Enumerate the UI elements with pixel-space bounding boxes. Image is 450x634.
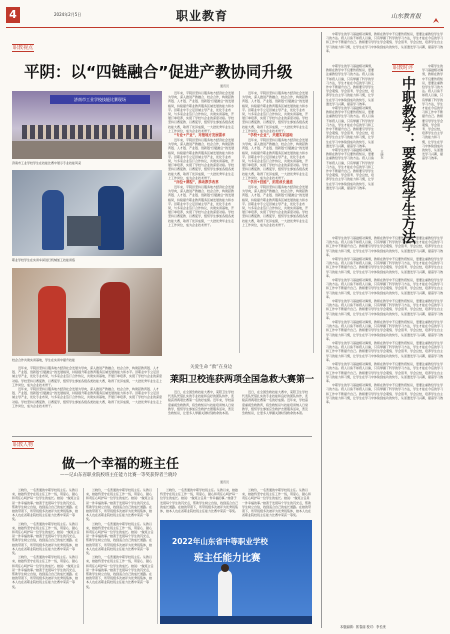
stage-banner: 济南市工业学校技能比赛现场	[50, 95, 150, 104]
column-body-right: 中职学生的学习基础相对薄弱，教师在教学中不仅要传授知识，更要注重教给学生学习的方法。授人以鱼不如授人以渔，只有掌握了科学的学习方法，学生才能在今后的学习和工作中不断提升自己。教师要引导学生学会观察、学会思考、学会总结，培养学生自主学习的能力和习惯，让学生在学习中体验到成功的快乐，从而激发学习兴趣，提高学习效率。	[422, 64, 444, 161]
lead-photo-workshop	[12, 170, 162, 256]
worker-figure-right	[98, 186, 124, 250]
machine-block	[67, 216, 101, 246]
section-title: 职业教育	[176, 9, 229, 23]
lead-photo-stage	[12, 91, 162, 159]
second-body-col-1: 近日，在全国急救技能大赛中，莱阳卫生学校代表队凭借扎实的专业技能和良好的团队协作，连续获得两项比赛第一名的好成绩。近年来，学校高度重视急救教育，将急救知识与技能培训纳入日常教学，组织学生参加应急救护志愿服务活动，普及急救知识，让更多人掌握关键时刻救命的本领。	[168, 390, 235, 416]
third-body-col-1: 兰晓玲，一名普通的中职学校班主任。从教以来，她始终坚守在班主任工作一线，用爱心、耐心和责任心呵护每一位学生的成长。她说：“做班主任是一件幸福的事。”她善于发现每个学生的闪光点，帮助学生树立自信，找到适合自己的成长道路。在她的带领下，所带班级多次被评为优秀班集体，她本人也在省职业院校班主任能力比赛中荣获一等奖。 兰晓玲，一名普通的中职学校班主任。从教以来，她始终坚守在班主任工作一线，用爱心、耐心和责任心呵护每一位学生的成长。她说：“做班主任是一件幸福的事。”她善于发现每个学生的闪光点，帮助学生树立自信，找到适合自己的成长道路。在她的带领下，所带班级多次被评为优秀班集体，她本人也在省职业院校班主任能力比赛中荣获一等奖。 兰晓玲，一名普通的中职学校班主任。从教以来，她始终坚守在班主任工作一线，用爱心、耐心和责任心呵护每一位学生的成长。她说：“做班主任是一件幸福的事。”她善于发现每个学生的闪光点，帮助学生树立自信，找到适合自己的成长道路。在她的带领下，所带班级多次被评为优秀班集体，她本人也在省职业院校班主任能力比赛中荣获一等奖。	[12, 488, 80, 589]
right-column-top-text: 中职学生的学习基础相对薄弱，教师在教学中不仅要传授知识，更要注重教给学生学习的方法。授人以鱼不如授人以渔，只有掌握了科学的学习方法，学生才能在今后的学习和工作中不断提升自己。教师要引导学生学会观察、学会思考、学会总结，培养学生自主学习的能力和习惯，让学生在学习中体验到成功的快乐，从而激发学习兴趣，提高学习效率。	[326, 32, 444, 53]
lead-body-col-1: 近年来，平阴县坚持以服务地方经济社会发展为导向，深入推进产教融合、校企合作，构建起教育链、人才链、产业链、创新链“四链融合”的发展格局，持续提升职业教育服务区域发展的能力和水平。县职业中专立足县域主导产业，优化专业布局，与多家企业签订合作协议，共建实训基地，开展订单培养，实现了学校与企业的深度对接。学校坚持以赛促教、以赛促学，组织学生参加各级各类技能大赛，取得了优异成绩，一大批优秀毕业生走上工作岗位，成为企业技术骨干。 “专业+产业”，对接地方发展需求 近年来，平阴县坚持以服务地方经济社会发展为导向，深入推进产教融合、校企合作，构建起教育链、人才链、产业链、创新链“四链融合”的发展格局，持续提升职业教育服务区域发展的能力和水平。县职业中专立足县域主导产业，优化专业布局，与多家企业签订合作协议，共建实训基地，开展订单培养，实现了学校与企业的深度对接。学校坚持以赛促教、以赛促学，组织学生参加各级各类技能大赛，取得了优异成绩，一大批优秀毕业生走上工作岗位，成为企业技术骨干。 “岗位+课程”，推动教学改革 近年来，平阴县坚持以服务地方经济社会发展为导向，深入推进产教融合、校企合作，构建起教育链、人才链、产业链、创新链“四链融合”的发展格局，持续提升职业教育服务区域发展的能力和水平。县职业中专立足县域主导产业，优化专业布局，与多家企业签订合作协议，共建实训基地，开展订单培养，实现了学校与企业的深度对接。学校坚持以赛促教、以赛促学，组织学生参加各级各类技能大赛，取得了优异成绩，一大批优秀毕业生走上工作岗位，成为企业技术骨干。	[168, 91, 235, 227]
column-byline: 王晓东	[380, 150, 384, 159]
page-header	[6, 6, 444, 28]
third-kicker: 职教人物	[13, 442, 34, 448]
section-rule	[12, 436, 312, 437]
stage-floor	[160, 616, 312, 624]
page-footer-editor: 本版编辑：郭春丽 校对：李长庚	[340, 625, 386, 629]
audience-row	[22, 125, 152, 139]
speaker-head	[221, 564, 229, 572]
equipment-block	[68, 318, 100, 352]
lead-body-col-4: 近年来，平阴县坚持以服务地方经济社会发展为导向，深入推进产教融合、校企合作，构建起教育链、人才链、产业链、创新链“四链融合”的发展格局，持续提升职业教育服务区域发展的能力和水平。县职业中专立足县域主导产业，优化专业布局，与多家企业签订合作协议，共建实训基地，开展订单培养，实现了学校与企业的深度对接。学校坚持以赛促教、以赛促学，组织学生参加各级各类技能大赛，取得了优异成绩，一大批优秀毕业生走上工作岗位，成为企业技术骨干。 近年来，平阴县坚持以服务地方经济社会发展为导向，深入推进产教融合、校企合作，构建起教育链、人才链、产业链、创新链“四链融合”的发展格局，持续提升职业教育服务区域发展的能力和水平。县职业中专立足县域主导产业，优化专业布局，与多家企业签订合作协议，共建实训基地，开展订单培养，实现了学校与企业的深度对接。学校坚持以赛促教、以赛促学，组织学生参加各级各类技能大赛，取得了优异成绩，一大批优秀毕业生走上工作岗位，成为企业技术骨干。	[12, 366, 162, 408]
teacher-figure	[100, 282, 130, 354]
second-title: 莱阳卫校连获两项全国急救大赛第一	[170, 375, 315, 385]
lead-kicker: 职教视点	[13, 45, 34, 51]
third-title: 做一个幸福的班主任	[62, 457, 180, 472]
third-body-col-4: 兰晓玲，一名普通的中职学校班主任。从教以来，她始终坚守在班主任工作一线，用爱心、耐心和责任心呵护每一位学生的成长。她说：“做班主任是一件幸福的事。”她善于发现每个学生的闪光点，帮助学生树立自信，找到适合自己的成长道路。在她的带领下，所带班级多次被评为优秀班集体，她本人也在省职业院校班主任能力比赛中荣获一等奖。	[242, 488, 312, 518]
brand-mark-icon	[432, 10, 440, 18]
worker-figure-left	[42, 190, 64, 250]
col-divider	[83, 488, 84, 624]
third-subtitle: ——记山东省职业院校班主任能力比赛一等奖获得者兰晓玲	[60, 473, 177, 478]
right-column-divider	[321, 32, 322, 628]
third-byline: 通讯员	[220, 480, 230, 484]
lead-photo2-caption: 职业学校学生在实训车间进行机械加工技能训练	[12, 258, 76, 262]
lead-photo-training	[12, 268, 162, 356]
stage-floor	[12, 141, 162, 159]
lead-photo3-caption: 校企合作共建实训基地，学生在实训中提升技能	[12, 358, 76, 362]
student-figure	[38, 286, 66, 354]
issue-date: 2024年2月5日	[54, 12, 82, 17]
column-body-narrow: 中职学生的学习基础相对薄弱，教师在教学中不仅要传授知识，更要注重教给学生学习的方法。授人以鱼不如授人以渔，只有掌握了科学的学习方法，学生才能在今后的学习和工作中不断提升自己。教师要引导学生学会观察、学会思考、学会总结，培养学生自主学习的能力和习惯，让学生在学习中体验到成功的快乐，从而激发学习兴趣，提高学习效率。 中职学生的学习基础相对薄弱，教师在教学中不仅要传授知识，更要注重教给学生学习的方法。授人以鱼不如授人以渔，只有掌握了科学的学习方法，学生才能在今后的学习和工作中不断提升自己。教师要引导学生学会观察、学会思考、学会总结，培养学生自主学习的能力和习惯，让学生在学习中体验到成功的快乐，从而激发学习兴趣，提高学习效率。 中职学生的学习基础相对薄弱，教师在教学中不仅要传授知识，更要注重教给学生学习的方法。授人以鱼不如授人以渔，只有掌握了科学的学习方法，学生才能在今后的学习和工作中不断提升自己。教师要引导学生学会观察、学会思考、学会总结，培养学生自主学习的能力和习惯，让学生在学习中体验到成功的快乐，从而激发学习兴趣，提高学习效率。	[326, 64, 374, 190]
lead-photo1-caption: 济南市工业学校学生在技能比赛中展示专业技能风采	[12, 161, 82, 165]
third-body-col-2: 兰晓玲，一名普通的中职学校班主任。从教以来，她始终坚守在班主任工作一线，用爱心、耐心和责任心呵护每一位学生的成长。她说：“做班主任是一件幸福的事。”她善于发现每个学生的闪光点，帮助学生树立自信，找到适合自己的成长道路。在她的带领下，所带班级多次被评为优秀班集体，她本人也在省职业院校班主任能力比赛中荣获一等奖。 兰晓玲，一名普通的中职学校班主任。从教以来，她始终坚守在班主任工作一线，用爱心、耐心和责任心呵护每一位学生的成长。她说：“做班主任是一件幸福的事。”她善于发现每个学生的闪光点，帮助学生树立自信，找到适合自己的成长道路。在她的带领下，所带班级多次被评为优秀班集体，她本人也在省职业院校班主任能力比赛中荣获一等奖。 兰晓玲，一名普通的中职学校班主任。从教以来，她始终坚守在班主任工作一线，用爱心、耐心和责任心呵护每一位学生的成长。她说：“做班主任是一件幸福的事。”她善于发现每个学生的闪光点，帮助学生树立自信，找到适合自己的成长道路。在她的带领下，所带班级多次被评为优秀班集体，她本人也在省职业院校班主任能力比赛中荣获一等奖。	[86, 488, 154, 589]
second-body-col-2: 近日，在全国急救技能大赛中，莱阳卫生学校代表队凭借扎实的专业技能和良好的团队协作，连续获得两项比赛第一名的好成绩。近年来，学校高度重视急救教育，将急救知识与技能培训纳入日常教学，组织学生参加应急救护志愿服务活动，普及急救知识，让更多人掌握关键时刻救命的本领。	[242, 390, 309, 416]
second-kicker: 关爱生命 “救”在身边	[190, 365, 233, 370]
col-divider	[157, 488, 158, 624]
speaker-figure	[218, 570, 232, 618]
third-photo-competition	[160, 520, 312, 624]
lead-body-col-2: 近年来，平阴县坚持以服务地方经济社会发展为导向，深入推进产教融合、校企合作，构建起教育链、人才链、产业链、创新链“四链融合”的发展格局，持续提升职业教育服务区域发展的能力和水平。县职业中专立足县域主导产业，优化专业布局，与多家企业签订合作协议，共建实训基地，开展订单培养，实现了学校与企业的深度对接。学校坚持以赛促教、以赛促学，组织学生参加各级各类技能大赛，取得了优异成绩，一大批优秀毕业生走上工作岗位，成为企业技术骨干。 “学校+企业”，共建实训基地 近年来，平阴县坚持以服务地方经济社会发展为导向，深入推进产教融合、校企合作，构建起教育链、人才链、产业链、创新链“四链融合”的发展格局，持续提升职业教育服务区域发展的能力和水平。县职业中专立足县域主导产业，优化专业布局，与多家企业签订合作协议，共建实训基地，开展订单培养，实现了学校与企业的深度对接。学校坚持以赛促教、以赛促学，组织学生参加各级各类技能大赛，取得了优异成绩，一大批优秀毕业生走上工作岗位，成为企业技术骨干。 “学历+技能”，拓宽成长通道 近年来，平阴县坚持以服务地方经济社会发展为导向，深入推进产教融合、校企合作，构建起教育链、人才链、产业链、创新链“四链融合”的发展格局，持续提升职业教育服务区域发展的能力和水平。县职业中专立足县域主导产业，优化专业布局，与多家企业签订合作协议，共建实训基地，开展订单培养，实现了学校与企业的深度对接。学校坚持以赛促教、以赛促学，组织学生参加各级各类技能大赛，取得了优异成绩，一大批优秀毕业生走上工作岗位，成为企业技术骨干。	[242, 91, 309, 227]
lead-title: 平阴：以“四链融合”促进产教协同升级	[24, 63, 293, 81]
photo-banner-line2: 班主任能力比赛	[194, 553, 261, 564]
page-number-badge: 4	[6, 7, 20, 23]
column-body-full: 中职学生的学习基础相对薄弱，教师在教学中不仅要传授知识，更要注重教给学生学习的方法。授人以鱼不如授人以渔，只有掌握了科学的学习方法，学生才能在今后的学习和工作中不断提升自己。教师要引导学生学会观察、学会思考、学会总结，培养学生自主学习的能力和习惯，让学生在学习中体验到成功的快乐，从而激发学习兴趣，提高学习效率。 中职学生的学习基础相对薄弱，教师在教学中不仅要传授知识，更要注重教给学生学习的方法。授人以鱼不如授人以渔，只有掌握了科学的学习方法，学生才能在今后的学习和工作中不断提升自己。教师要引导学生学会观察、学会思考、学会总结，培养学生自主学习的能力和习惯，让学生在学习中体验到成功的快乐，从而激发学习兴趣，提高学习效率。 中职学生的学习基础相对薄弱，教师在教学中不仅要传授知识，更要注重教给学生学习的方法。授人以鱼不如授人以渔，只有掌握了科学的学习方法，学生才能在今后的学习和工作中不断提升自己。教师要引导学生学会观察、学会思考、学会总结，培养学生自主学习的能力和习惯，让学生在学习中体验到成功的快乐，从而激发学习兴趣，提高学习效率。 中职学生的学习基础相对薄弱，教师在教学中不仅要传授知识，更要注重教给学生学习的方法。授人以鱼不如授人以渔，只有掌握了科学的学习方法，学生才能在今后的学习和工作中不断提升自己。教师要引导学生学会观察、学会思考、学会总结，培养学生自主学习的能力和习惯，让学生在学习中体验到成功的快乐，从而激发学习兴趣，提高学习效率。 中职学生的学习基础相对薄弱，教师在教学中不仅要传授知识，更要注重教给学生学习的方法。授人以鱼不如授人以渔，只有掌握了科学的学习方法，学生才能在今后的学习和工作中不断提升自己。教师要引导学生学会观察、学会思考、学会总结，培养学生自主学习的能力和习惯，让学生在学习中体验到成功的快乐，从而激发学习兴趣，提高学习效率。 中职学生的学习基础相对薄弱，教师在教学中不仅要传授知识，更要注重教给学生学习的方法。授人以鱼不如授人以渔，只有掌握了科学的学习方法，学生才能在今后的学习和工作中不断提升自己。教师要引导学生学会观察、学会思考、学会总结，培养学生自主学习的能力和习惯，让学生在学习中体验到成功的快乐，从而激发学习兴趣，提高学习效率。 中职学生的学习基础相对薄弱，教师在教学中不仅要传授知识，更要注重教给学生学习的方法。授人以鱼不如授人以渔，只有掌握了科学的学习方法，学生才能在今后的学习和工作中不断提升自己。教师要引导学生学会观察、学会思考、学会总结，培养学生自主学习的能力和习惯，让学生在学习中体验到成功的快乐，从而激发学习兴趣，提高学习效率。 中职学生的学习基础相对薄弱，教师在教学中不仅要传授知识，更要注重教给学生学习的方法。授人以鱼不如授人以渔，只有掌握了科学的学习方法，学生才能在今后的学习和工作中不断提升自己。教师要引导学生学会观察、学会思考、学会总结，培养学生自主学习的能力和习惯，让学生在学习中体验到成功的快乐，从而激发学习兴趣，提高学习效率。	[326, 236, 444, 404]
photo-banner-line1: 2022年山东省中等职业学校	[172, 537, 268, 546]
col-divider	[313, 91, 314, 353]
brand-logo: 山东教育报	[391, 13, 422, 20]
third-body-col-3: 兰晓玲，一名普通的中职学校班主任。从教以来，她始终坚守在班主任工作一线，用爱心、耐心和责任心呵护每一位学生的成长。她说：“做班主任是一件幸福的事。”她善于发现每个学生的闪光点，帮助学生树立自信，找到适合自己的成长道路。在她的带领下，所带班级多次被评为优秀班集体，她本人也在省职业院校班主任能力比赛中荣获一等奖。	[160, 488, 238, 514]
lead-body-col-3	[316, 44, 318, 45]
column-title: 中职教学：要教给学生方法	[400, 76, 416, 244]
lead-byline: 通讯员	[220, 84, 230, 88]
column-kicker: 职教时评	[393, 65, 414, 71]
col-divider	[239, 91, 240, 353]
